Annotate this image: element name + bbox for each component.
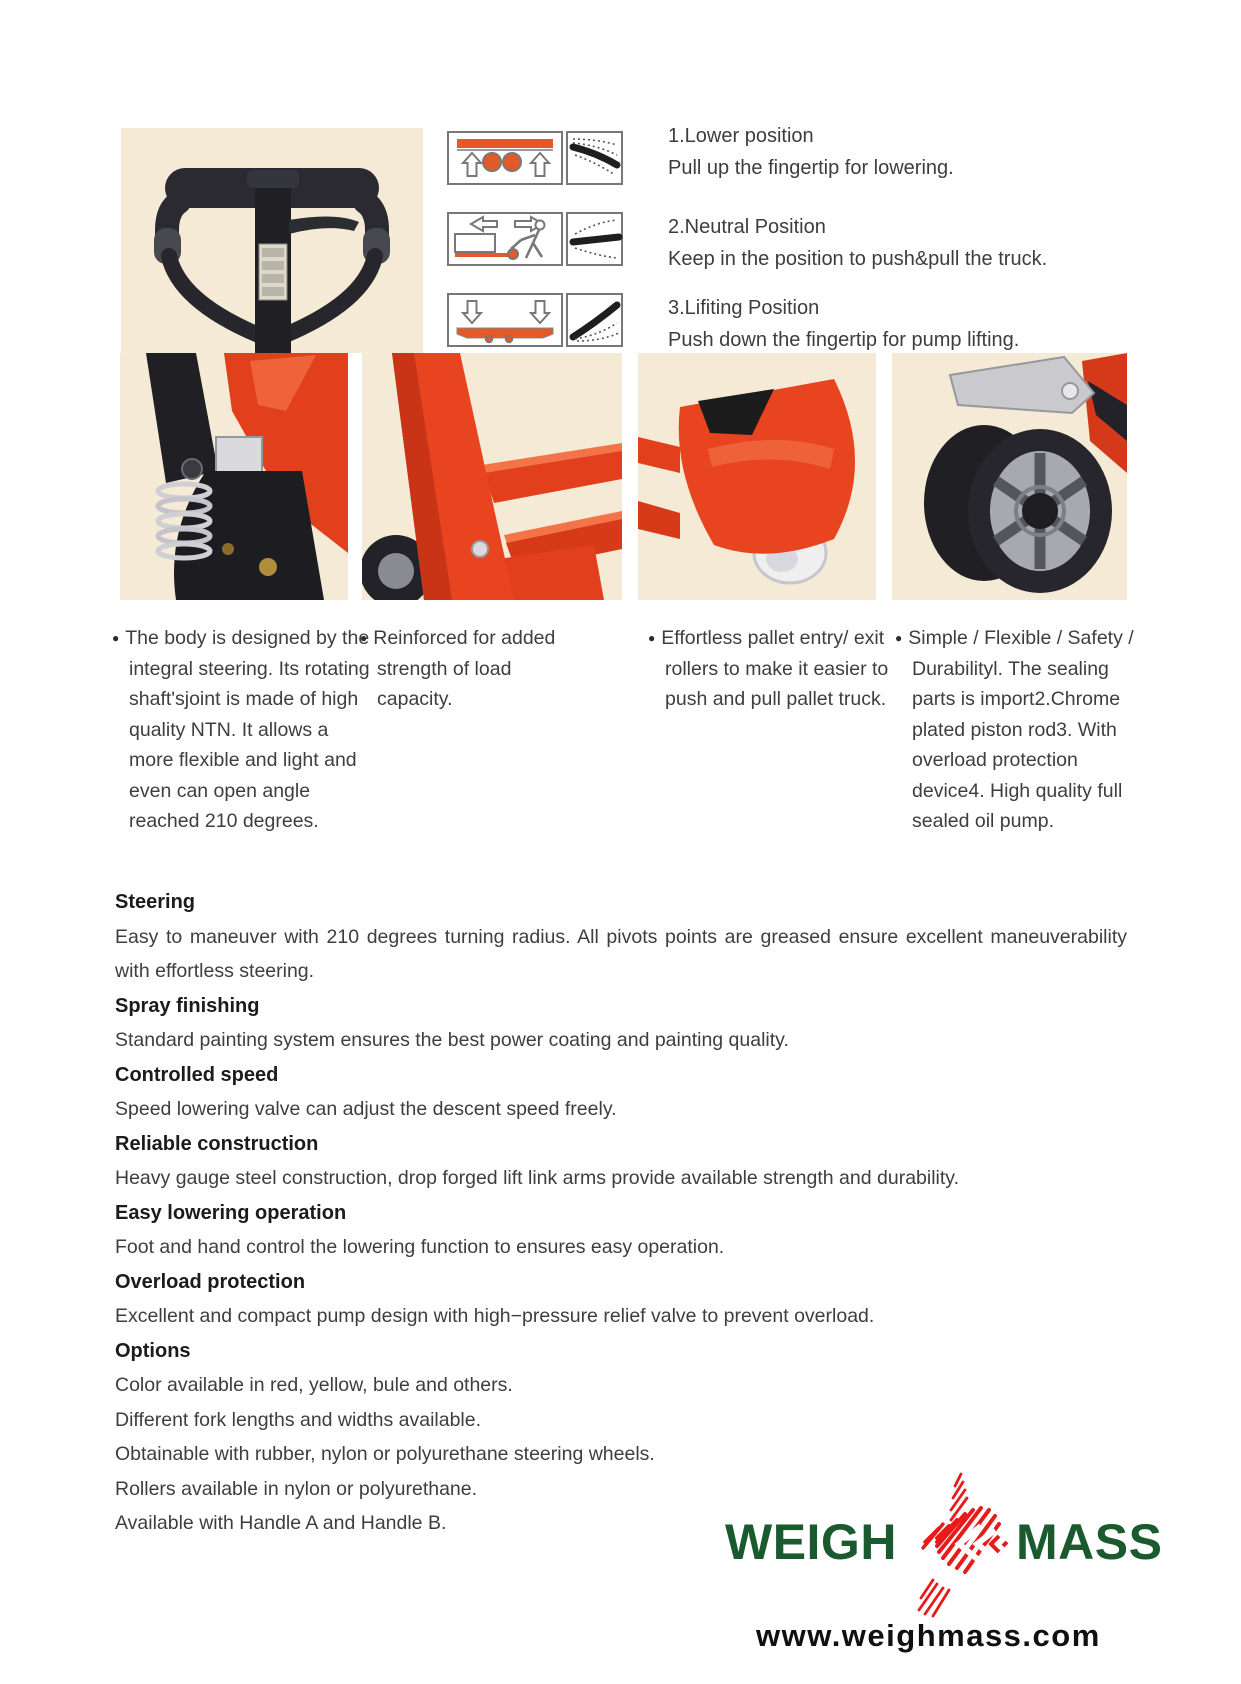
option-item-handles: Available with Handle A and Handle B. xyxy=(115,1512,447,1534)
feature-body-spray-finishing: Standard painting system ensures the best power coating and painting quality. xyxy=(115,1029,789,1051)
handle-photo xyxy=(121,128,423,353)
feature-heading-easy-lowering: Easy lowering operation xyxy=(115,1201,347,1224)
pallet-truck-handle-illustration xyxy=(121,128,423,353)
position-block xyxy=(668,211,1138,275)
option-item-steering-wheels: Obtainable with rubber, nylon or polyurethane steering wheels. xyxy=(115,1443,655,1465)
option-item-color: Color available in red, yellow, bule and others. xyxy=(115,1374,513,1396)
position-title: 3.Lifiting Position xyxy=(668,297,820,319)
caption-pump: ● Simple / Flexible / Safety / Durabilityl. The sealing parts is import2.Chrome plated piston rod3. With overload protection device4. High quality full sealed oil pump. xyxy=(895,623,1148,837)
feature-heading-steering: Steering xyxy=(115,891,196,913)
feature-heading-spray-finishing: Spray finishing xyxy=(115,994,260,1017)
option-item-rollers: Rollers available in nylon or polyurethane. xyxy=(115,1477,478,1500)
lifting-position-diagram xyxy=(447,293,623,347)
brand-star-icon xyxy=(903,1468,1013,1620)
lever-middle-icon xyxy=(573,237,619,242)
lower-position-diagram xyxy=(447,131,623,185)
caption-rollers: ● Effortless pallet entry/ exit rollers to make it easier to push and pull pallet truck. xyxy=(648,623,903,715)
person-icon xyxy=(536,221,545,230)
position-desc: Push down the fingertip for pump lifting. xyxy=(668,329,1020,351)
feature-body-overload-protection: Excellent and compact pump design with high−pressure relief valve to prevent overload. xyxy=(115,1305,875,1327)
feature-heading-controlled-speed: Controlled speed xyxy=(115,1063,279,1086)
feature-heading-reliable-construction: Reliable construction xyxy=(115,1132,319,1155)
feature-body-reliable-construction: Heavy gauge steel construction, drop forged lift link arms provide available strength and durability. xyxy=(115,1167,960,1189)
caption-steering-body: ● The body is designed by the integral steering. Its rotating shaft'sjoint is made of high quality NTN. It allows a more flexible and light and even can open angle reached 210 degrees. xyxy=(112,623,371,837)
options-heading: Options xyxy=(115,1339,191,1362)
position-title: 2.Neutral Position xyxy=(668,216,826,238)
website-url: www.weighmass.com xyxy=(756,1618,1101,1653)
position-block xyxy=(668,292,1138,356)
brand-mass: MASS xyxy=(1016,1514,1163,1570)
steering-pump-photo xyxy=(120,353,348,600)
steering-wheels-photo xyxy=(892,353,1127,600)
star-bottom-spike xyxy=(919,1580,949,1616)
position-desc: Pull up the fingertip for lowering. xyxy=(668,157,954,179)
feature-body-easy-lowering: Foot and hand control the lowering function to ensures easy operation. xyxy=(115,1236,725,1258)
feature-body-controlled-speed: Speed lowering valve can adjust the descent speed freely. xyxy=(115,1098,617,1120)
brand-weigh: WEIGH xyxy=(725,1514,897,1570)
feature-heading-overload-protection: Overload protection xyxy=(115,1270,306,1293)
position-block xyxy=(668,120,1138,184)
option-item-fork-lengths: Different fork lengths and widths available. xyxy=(115,1408,482,1431)
caption-reinforced: ● Reinforced for added strength of load capacity. xyxy=(360,623,585,715)
fork-frame-photo xyxy=(362,353,622,600)
neutral-position-diagram xyxy=(447,212,623,266)
position-desc: Keep in the position to push&pull the truck. xyxy=(668,248,1048,270)
entry-roller-photo xyxy=(638,353,876,600)
position-title: 1.Lower position xyxy=(668,125,814,147)
features-section xyxy=(115,885,1127,1541)
feature-body-steering: Easy to maneuver with 210 degrees turning radius. All pivots points are greased ensure excellent maneuverability with effortless steering. xyxy=(115,925,1127,982)
